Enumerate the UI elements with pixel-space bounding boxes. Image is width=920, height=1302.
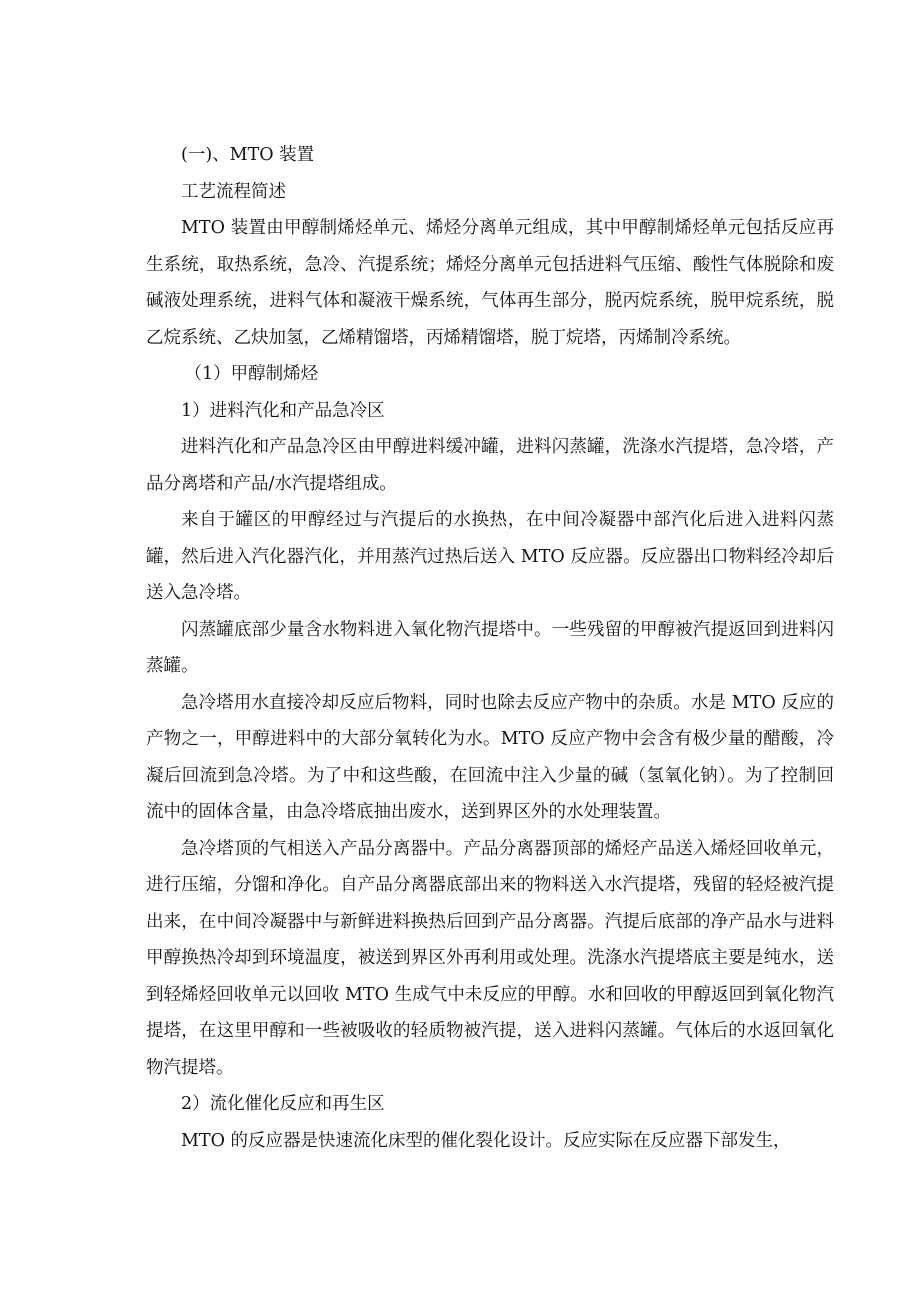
body-paragraph: 进料汽化和产品急冷区由甲醇进料缓冲罐，进料闪蒸罐，洗涤水汽提塔，急冷塔，产品分离塔和产品/水汽提塔组成。 <box>146 437 834 494</box>
body-paragraph: 来自于罐区的甲醇经过与汽提后的水换热，在中间冷凝器中部汽化后进入进料闪蒸罐，然后进入汽化器汽化，并用蒸汽过热后送入 MTO 反应器。反应器出口物料经冷却后送入急冷塔。 <box>146 510 834 603</box>
subheading-feed-vaporization: 1）进料汽化和产品急冷区 <box>181 400 385 421</box>
body-paragraph: MTO 的反应器是快速流化床型的催化裂化设计。反应实际在反应器下部发生， <box>181 1130 791 1151</box>
body-paragraph: 急冷塔顶的气相送入产品分离器中。产品分离器顶部的烯烃产品送入烯烃回收单元，进行压缩，分馏和净化。自产品分离器底部出来的物料送入水汽提塔，残留的轻烃被汽提出来，在中间冷凝器中与新鲜进料换热后回到产品分离器。汽提后底部的净产品水与进料甲醇换热冷却到环境温度，被送到界区外再利用或处理。洗涤水汽提塔底主要是纯水，送到轻烯烃回收单元以回收 MTO 生成气中未反应的甲醇。水和回收的甲醇返回到氧化物汽提塔，在这里甲醇和一些被吸收的轻质物被汽提，送入进料闪蒸罐。气体后的水返回氧化物汽提塔。 <box>146 838 834 1078</box>
subheading-fluidized-reaction: 2）流化催化反应和再生区 <box>181 1094 385 1114</box>
subheading-methanol-to-olefins: （1）甲醇制烯烃 <box>184 364 319 384</box>
body-paragraph: 急冷塔用水直接冷却反应后物料，同时也除去反应产物中的杂质。水是 MTO 反应的产物之一，甲醇进料中的大部分氧转化为水。MTO 反应产物中会含有极少量的醋酸，冷凝后回流到急冷塔。为了中和这些酸，在回流中注入少量的碱（氢氧化钠）。为了控制回流中的固体含量，由急冷塔底抽出废水，送到界区外的水处理装置。 <box>146 692 834 822</box>
subsection-heading: 工艺流程简述 <box>181 181 286 202</box>
section-heading: (一)、MTO 装置 <box>181 145 315 165</box>
body-paragraph: MTO 装置由甲醇制烯烃单元、烯烃分离单元组成，其中甲醇制烯烃单元包括反应再生系统，取热系统，急冷、汽提系统；烯烃分离单元包括进料气压缩、酸性气体脱除和废碱液处理系统，进料气体和凝液干燥系统，气体再生部分，脱丙烷系统，脱甲烷系统，脱乙烷系统、乙炔加氢，乙烯精馏塔，丙烯精馏塔，脱丁烷塔，丙烯制冷系统。 <box>146 218 834 348</box>
body-paragraph: 闪蒸罐底部少量含水物料进入氧化物汽提塔中。一些残留的甲醇被汽提返回到进料闪蒸罐。 <box>146 619 834 676</box>
